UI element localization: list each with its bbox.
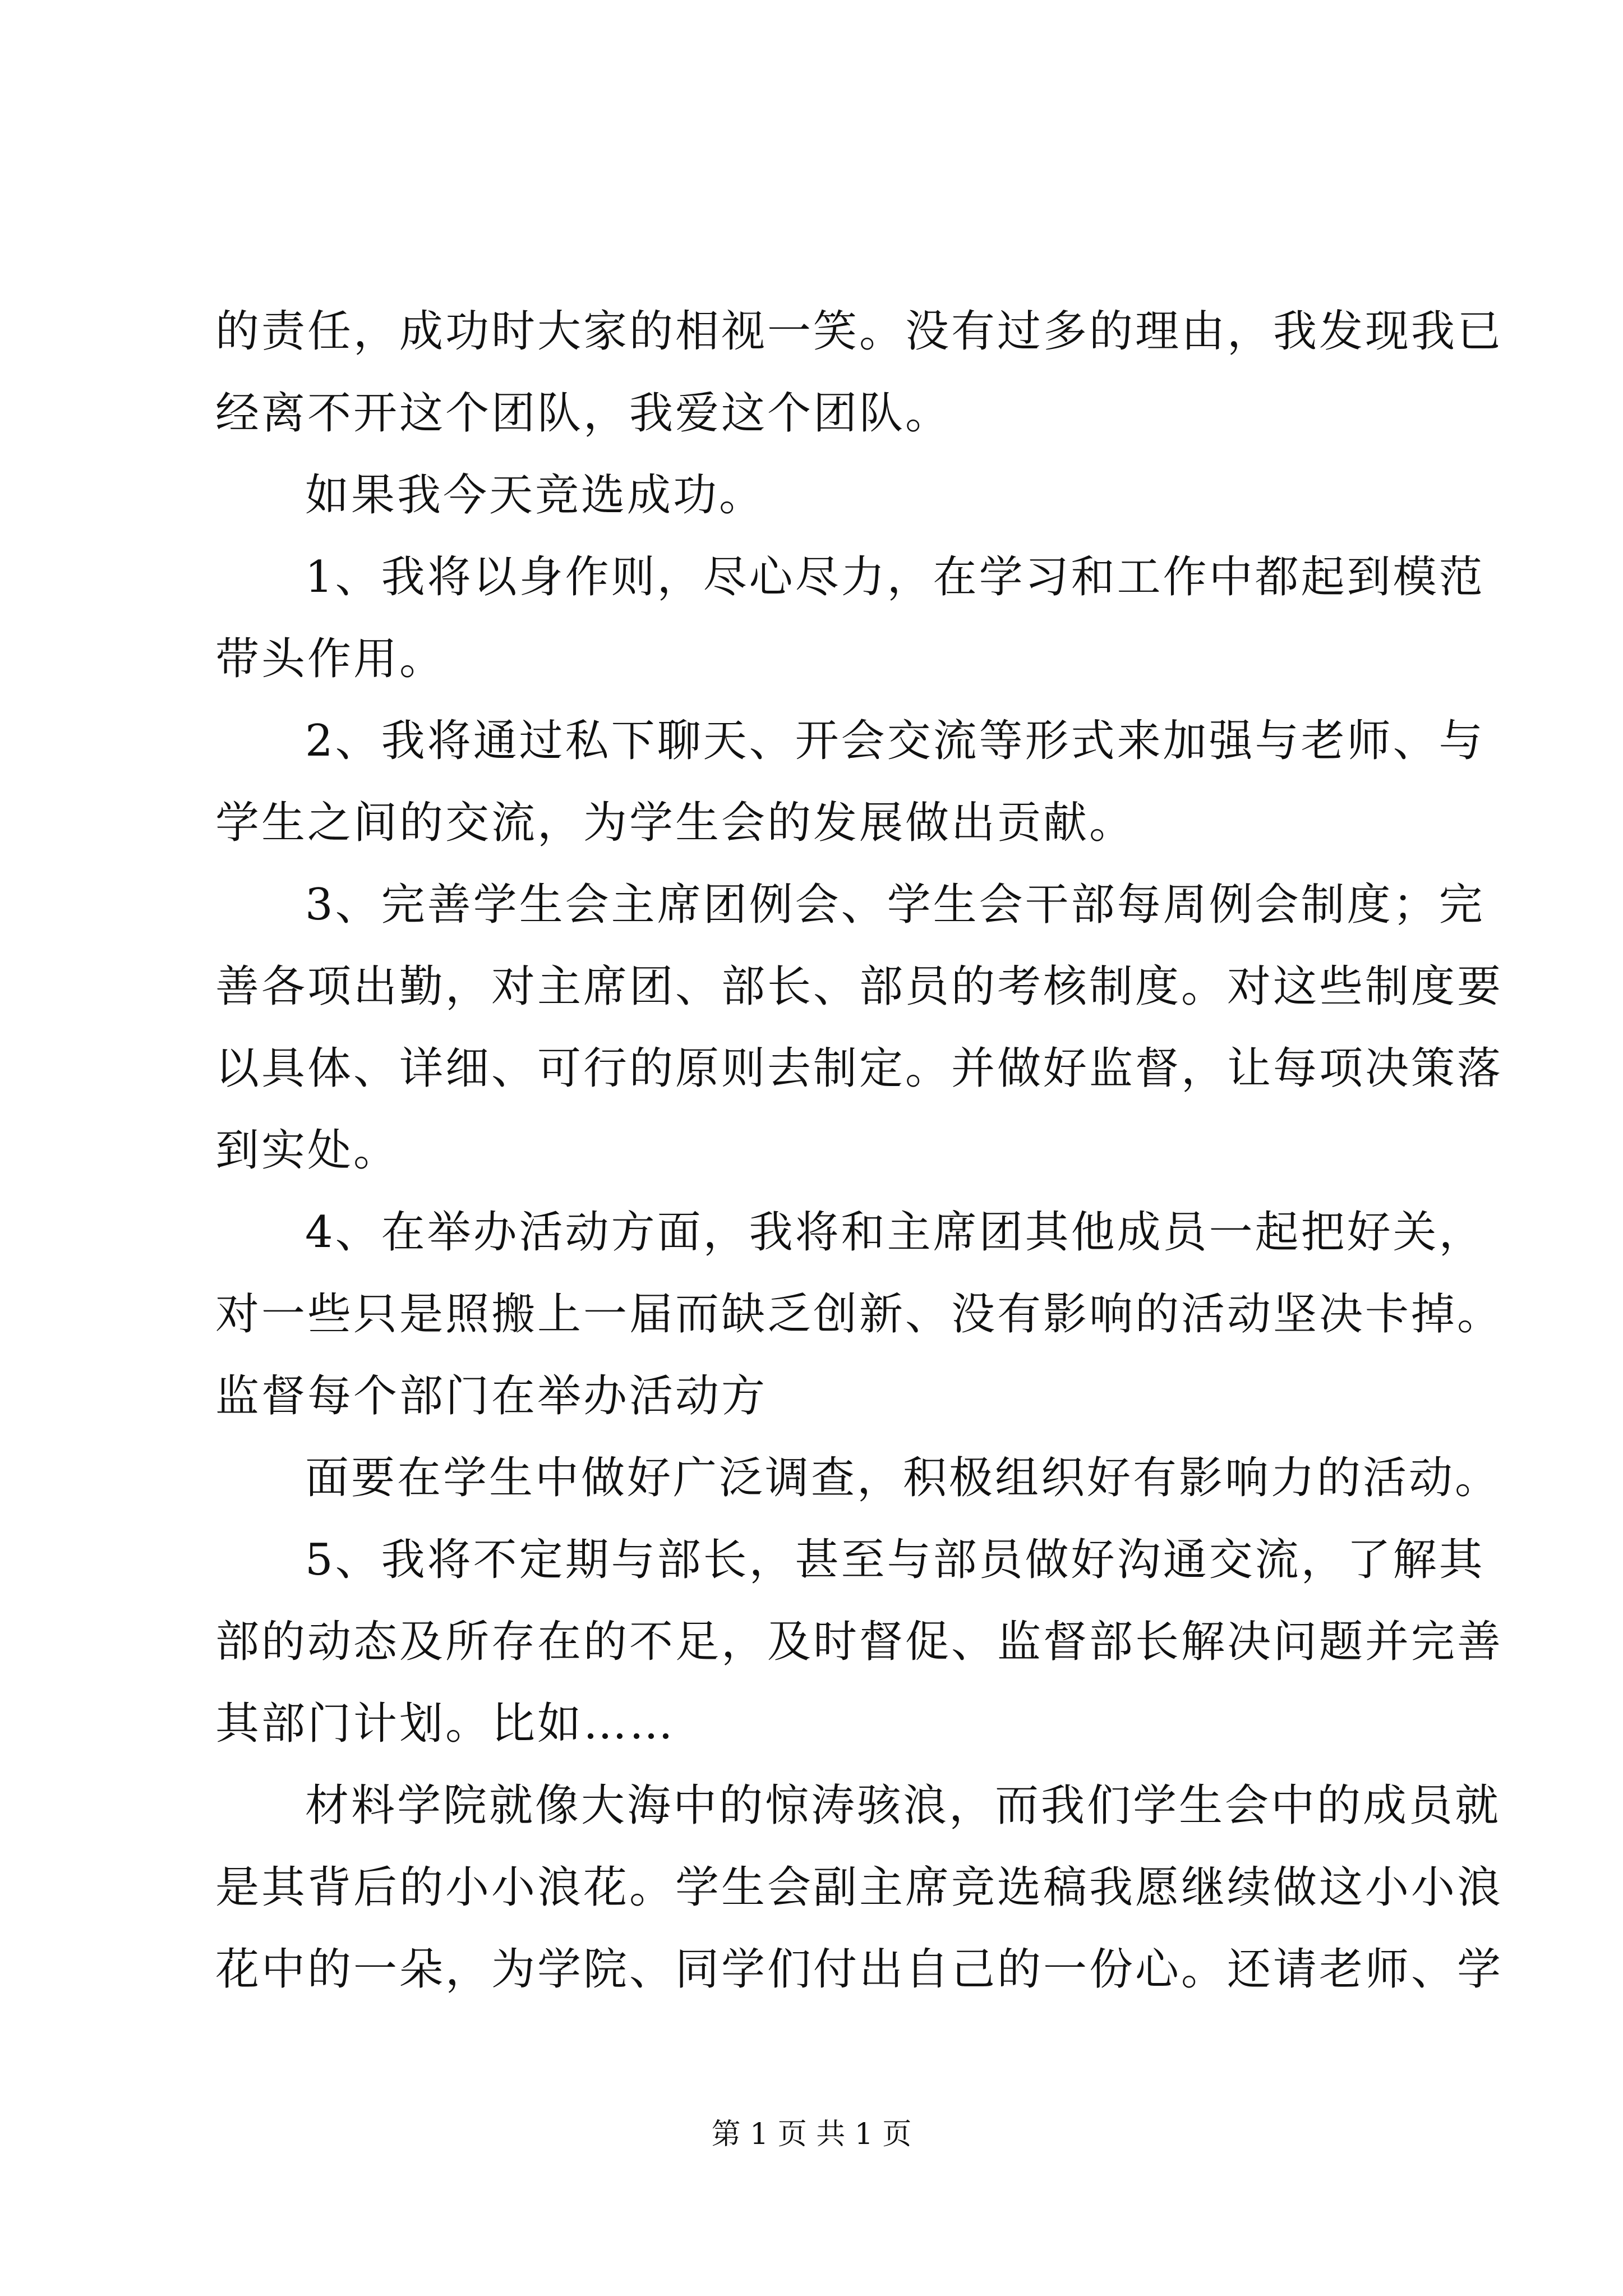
text-line: 以具体、详细、可行的原则去制定。并做好监督，让每项决策落 <box>215 1043 1504 1094</box>
text-line: 5、我将不定期与部长，甚至与部员做好沟通交流，了解其 <box>305 1535 1485 1585</box>
text-line: 4、在举办活动方面，我将和主席团其他成员一起把好关， <box>305 1207 1485 1258</box>
text-line: 是其背后的小小浪花。学生会副主席竞选稿我愿继续做这小小浪 <box>215 1862 1504 1913</box>
text-line: 3、完善学生会主席团例会、学生会干部每周例会制度；完 <box>305 880 1485 930</box>
text-line: 如果我今天竞选成功。 <box>305 470 766 521</box>
text-line: 对一些只是照搬上一届而缺乏创新、没有影响的活动坚决卡掉。 <box>215 1289 1504 1340</box>
text-line: 其部门计划。比如…… <box>215 1699 676 1749</box>
text-line: 的责任，成功时大家的相视一笑。没有过多的理由，我发现我已 <box>215 306 1504 357</box>
text-line: 带头作用。 <box>215 634 446 684</box>
text-line: 监督每个部门在举办活动方 <box>215 1371 768 1421</box>
text-line: 学生之间的交流，为学生会的发展做出贡献。 <box>215 798 1136 848</box>
text-line: 花中的一朵，为学院、同学们付出自己的一份心。还请老师、学 <box>215 1944 1504 1995</box>
text-line: 经离不开这个团队，我爱这个团队。 <box>215 388 952 439</box>
document-body <box>215 291 1504 2010</box>
text-line: 1、我将以身作则，尽心尽力，在学习和工作中都起到模范 <box>305 552 1485 602</box>
text-line: 部的动态及所存在的不足，及时督促、监督部长解决问题并完善 <box>215 1617 1504 1667</box>
text-line: 到实处。 <box>215 1125 400 1176</box>
text-line: 善各项出勤，对主席团、部长、部员的考核制度。对这些制度要 <box>215 961 1504 1012</box>
text-line: 2、我将通过私下聊天、开会交流等形式来加强与老师、与 <box>305 716 1485 766</box>
text-line: 面要在学生中做好广泛调查，积极组织好有影响力的活动。 <box>305 1453 1501 1503</box>
page-footer: 第 1 页 共 1 页 <box>711 2118 912 2151</box>
text-line: 材料学院就像大海中的惊涛骇浪，而我们学生会中的成员就 <box>305 1780 1501 1831</box>
